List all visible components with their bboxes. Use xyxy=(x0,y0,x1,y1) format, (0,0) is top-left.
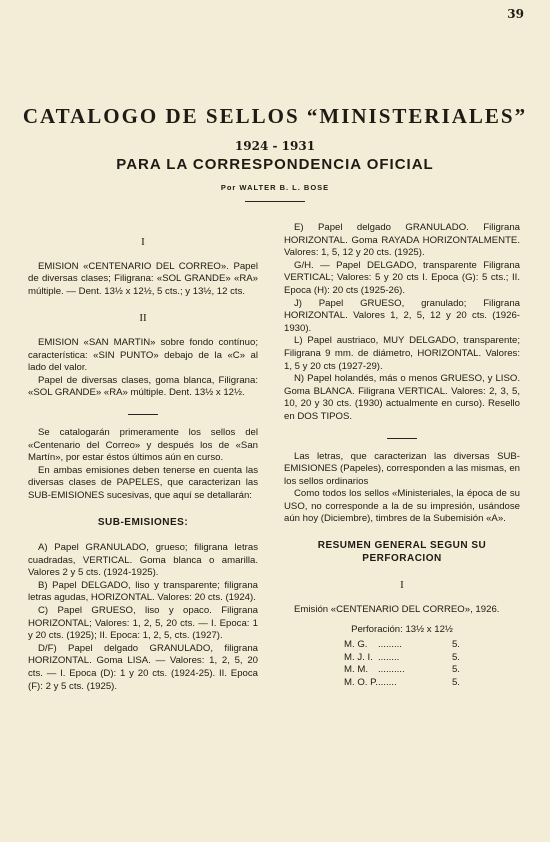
paragraph: Se catalogarán primeramente los sellos del «Centenario del Correo» y después los de «San Martín», por estar éstos últimos aún en curso. xyxy=(28,426,258,464)
paragraph: L) Papel austriaco, MUY DELGADO, transparente; Filigrana 9 mm. de diámetro, HORIZONTAL. Valores: 1, 5 y 20 cts (1927-29). xyxy=(284,335,520,372)
author: Por WALTER B. L. BOSE xyxy=(220,183,330,192)
table-row xyxy=(344,652,460,665)
paragraph: Las letras, que caracterizan las diversas SUB-EMISIONES (Papeles), corresponden a las mismas, en los sellos ordinarios xyxy=(284,450,520,487)
paragraph: EMISION «SAN MARTIN» sobre fondo contínuo; característica: «SIN PUNTO» debajo de la «C» al lado del valor. xyxy=(28,336,258,374)
page-number: 39 xyxy=(507,7,524,21)
table-cell-dots: .......... xyxy=(377,664,405,676)
paragraph: En ambas emisiones deben tenerse en cuenta las diversas clases de PAPELES, que caracterizan las SUB-EMISIONES sucesivas, que aquí se detallarán: xyxy=(28,464,258,501)
years: 1924 - 1931 xyxy=(234,139,316,153)
paragraph: N) Papel holandés, más o menos GRUESO, y LISO. Goma BLANCA. Filigrana VERTICAL. Valores: 2, 3, 5, 10, 20 y 30 cts. (1930) actualmente en curso). Resello en DOS TIPOS. xyxy=(284,373,520,422)
title-divider xyxy=(245,201,305,202)
divider xyxy=(128,414,158,415)
table-cell-label: M. M. xyxy=(344,664,368,676)
section-number: I xyxy=(141,236,145,248)
left-column xyxy=(28,222,258,693)
paragraph: E) Papel delgado GRANULADO. Filigrana HORIZONTAL. Goma RAYADA HORIZONTALMENTE. Valores: 1, 5, 12 y 20 cts. (1925). xyxy=(284,222,520,259)
table-cell-dots: ....... xyxy=(377,676,397,688)
right-column xyxy=(284,222,520,689)
paragraph: Emisión «CENTENARIO DEL CORREO», 1926. xyxy=(294,603,500,615)
table-cell-label: M. G. xyxy=(344,639,368,651)
table-row xyxy=(344,664,460,677)
section-heading: RESUMEN GENERAL SEGUN SU PERFORACION xyxy=(317,540,487,564)
paragraph: B) Papel DELGADO, liso y transparente; filigrana letras agudas, HORIZONTAL. Valores: 20 cts. (1924). xyxy=(28,579,258,604)
table-cell-value: 5. xyxy=(451,664,460,676)
table-cell-label: M. J. I. xyxy=(344,651,373,663)
table-row xyxy=(344,677,460,690)
table-cell-dots: ........ xyxy=(377,651,400,663)
divider xyxy=(387,438,417,439)
table-cell-value: 5. xyxy=(451,651,460,663)
paragraph: EMISION «CENTENARIO DEL CORREO». Papel de diversas clases; Filigrana: «SOL GRANDE» «RA» múltiple. — Dent. 13½ x 12½, 5 cts.; y 13½, 12 cts. xyxy=(28,260,258,297)
table-row xyxy=(344,639,460,652)
page-title: CATALOGO DE SELLOS “MINISTERIALES” xyxy=(22,104,528,128)
table-cell-dots: ......... xyxy=(377,639,402,651)
section-number: I xyxy=(400,579,404,592)
paragraph: G/H. — Papel DELGADO, transparente Filigrana VERTICAL; Valores: 5 y 20 cts I. Epoca (G): 5 cts.; II. Epoca (H): 20 cts (1925-26). xyxy=(284,259,520,296)
paragraph: Como todos los sellos «Ministeriales, la época de su USO, no corresponde a la de su impresión, usándose aún hoy (Diciembre), timbres de la Subemisión «A». xyxy=(284,488,520,525)
paragraph: A) Papel GRANULADO, grueso; filigrana letras cuadradas, VERTICAL. Goma blanca o amarilla. Valores 2 y 5 cts. (1924-1925). xyxy=(28,542,258,579)
perforation-table xyxy=(344,639,460,689)
section-number: II xyxy=(139,312,147,325)
table-cell-value: 5. xyxy=(451,676,460,688)
title-block xyxy=(0,104,550,202)
perforation-title: Perforación: 13½ x 12½ xyxy=(351,624,453,636)
paragraph: D/F) Papel delgado GRANULADO, filigrana HORIZONTAL. Goma LISA. — Valores: 1, 2, 5, 20 cts. — I. Epoca (D): 1 y 20 cts. (1924-25). II. Epoca (F): 2 y 5 cts. (1925). xyxy=(28,642,258,692)
subtitle: PARA LA CORRESPONDENCIA OFICIAL xyxy=(116,156,434,173)
paragraph: J) Papel GRUESO, granulado; Filigrana HORIZONTAL. Valores 1, 2, 5, 12 y 20 cts. (1926-1930). xyxy=(284,297,520,334)
table-cell-value: 5. xyxy=(451,639,460,651)
paragraph: C) Papel GRUESO, liso y opaco. Filigrana HORIZONTAL; Valores: 1, 2, 5, 20 cts. — I. Epoca: 1 y 20 cts. (1925); II. Epoca: 1, 2, 5, cts. (1927). xyxy=(28,605,258,642)
section-heading: SUB-EMISIONES: xyxy=(97,516,189,528)
table-cell-label: M. O. P. xyxy=(344,676,378,688)
paragraph: Papel de diversas clases, goma blanca, Filigrana: «SOL GRANDE» «RA» múltiple. Dent. 13½ x 12½. xyxy=(28,374,258,399)
